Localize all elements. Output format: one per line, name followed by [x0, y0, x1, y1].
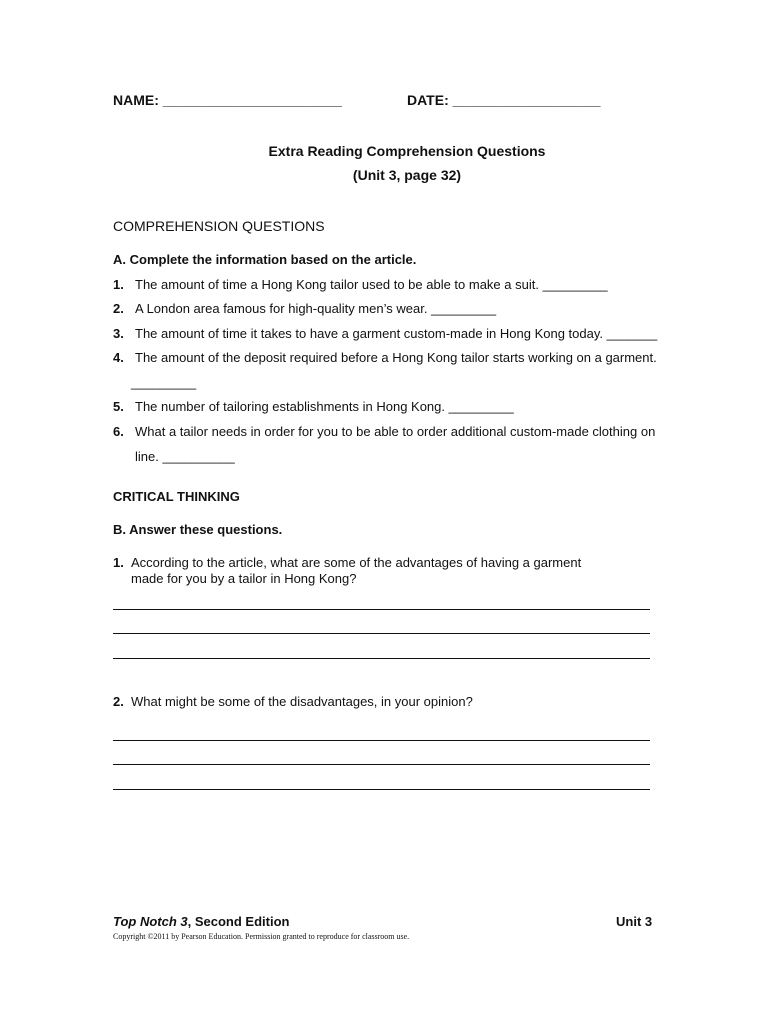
question-text: A London area famous for high-quality men’s wear. _________ [135, 301, 497, 316]
comprehension-heading: COMPREHENSION QUESTIONS [113, 218, 325, 234]
question-number: 1. [113, 277, 124, 292]
question-text-continued: made for you by a tailor in Hong Kong? [131, 571, 357, 586]
question-item [113, 277, 608, 293]
question-number: 5. [113, 399, 124, 414]
page-subtitle: (Unit 3, page 32) [352, 167, 462, 183]
critical-thinking-instruction: B. Answer these questions. [113, 522, 283, 537]
comprehension-instruction: A. Complete the information based on the article. [113, 252, 417, 267]
question-number: 6. [113, 424, 124, 439]
date-field-label: DATE: ___________________ [407, 92, 601, 108]
answer-line [113, 740, 650, 741]
question-text-continued: line. __________ [135, 449, 235, 464]
copyright-notice: Copyright ©2011 by Pearson Education. Permission granted to reproduce for classroom use. [113, 932, 410, 941]
question-number: 4. [113, 350, 124, 365]
footer-book-title [113, 914, 289, 929]
question-text: The number of tailoring establishments in Hong Kong. _________ [135, 399, 514, 414]
answer-line [113, 789, 650, 790]
page-title: Extra Reading Comprehension Questions [268, 143, 546, 159]
question-text: What might be some of the disadvantages, in your opinion? [131, 694, 473, 709]
question-text: According to the article, what are some of the advantages of having a garment [131, 555, 582, 570]
footer-unit: Unit 3 [616, 914, 653, 929]
question-item [113, 555, 581, 571]
question-text: The amount of time a Hong Kong tailor used to be able to make a suit. _________ [135, 277, 608, 292]
question-item [113, 424, 655, 440]
question-text: The amount of the deposit required before a Hong Kong tailor starts working on a garment. [135, 350, 657, 365]
question-item [113, 694, 473, 710]
question-number: 2. [113, 301, 124, 316]
critical-thinking-heading: CRITICAL THINKING [113, 489, 240, 504]
question-item [113, 326, 657, 342]
question-text: The amount of time it takes to have a garment custom-made in Hong Kong today. _______ [135, 326, 658, 341]
answer-line [113, 658, 650, 659]
question-item [113, 350, 657, 366]
question-number: 2. [113, 694, 124, 709]
answer-blank: _________ [131, 375, 197, 390]
question-text: What a tailor needs in order for you to be able to order additional custom-made clothing on [135, 424, 656, 439]
question-item [113, 399, 514, 415]
book-edition: , Second Edition [187, 914, 290, 929]
answer-line [113, 609, 650, 610]
book-title: Top Notch 3 [113, 914, 188, 929]
name-field-label: NAME: _______________________ [113, 92, 342, 108]
question-item [113, 301, 496, 317]
answer-line [113, 633, 650, 634]
question-number: 3. [113, 326, 124, 341]
answer-line [113, 764, 650, 765]
question-number: 1. [113, 555, 124, 570]
